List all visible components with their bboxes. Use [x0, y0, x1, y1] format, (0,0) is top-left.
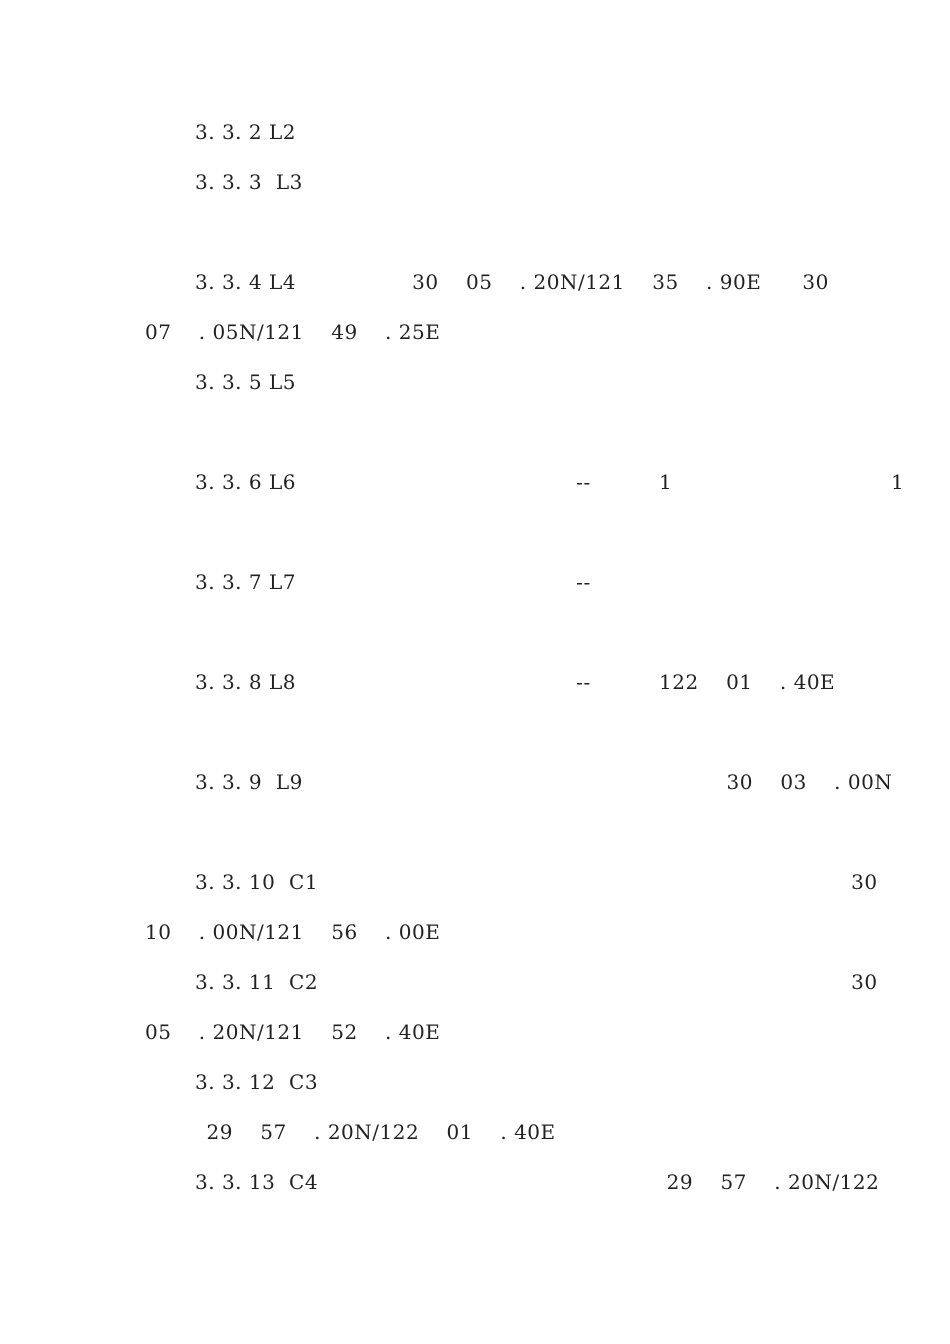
paragraph-3-3-5-continued [145, 419, 186, 445]
paragraph-3-3-5: 3. 3. 5 L5 [195, 370, 693, 394]
paragraph-3-3-8: 3. 3. 8 L8 -- 122 01 . 40E [195, 670, 884, 694]
paragraph-3-3-7: 3. 3. 7 L7 -- [195, 570, 817, 594]
paragraph-3-3-12-continued: 29 57 . 20N/122 01 . 40E [145, 1120, 638, 1144]
paragraph-3-3-10: 3. 3. 10 C1 30 [195, 870, 899, 894]
paragraph-3-3-2: 3. 3. 2 L2 [195, 120, 693, 144]
paragraph-3-3-9-continued [145, 819, 289, 845]
paragraph-3-3-8-continued [145, 719, 248, 745]
paragraph-3-3-9: 3. 3. 9 L9 30 03 . 00N [195, 770, 920, 794]
paragraph-3-3-4-continued: 07 . 05N/121 49 . 25E [145, 320, 571, 344]
paragraph-3-3-13: 3. 3. 13 C4 29 57 . 20N/122 [195, 1170, 900, 1194]
paragraph-3-3-3: 3. 3. 3 L3 [195, 170, 686, 194]
paragraph-3-3-10-continued: 10 . 00N/121 56 . 00E [145, 920, 523, 944]
paragraph-3-3-12: 3. 3. 12 C3 [195, 1070, 722, 1094]
paragraph-3-3-6-continued [145, 519, 248, 545]
paragraph-3-3-7-continued [145, 619, 207, 645]
paragraph-3-3-11: 3. 3. 11 C2 30 [195, 970, 899, 994]
paragraph-3-3-6: 3. 3. 6 L6 -- 1 1 [195, 470, 932, 494]
paragraph-3-3-11-continued: 05 . 20N/121 52 . 40E [145, 1020, 523, 1044]
paragraph-3-3-3-continued [145, 219, 227, 245]
paragraph-3-3-4: 3. 3. 4 L4 30 05 . 20N/121 35 . 90E 30 [195, 270, 850, 294]
